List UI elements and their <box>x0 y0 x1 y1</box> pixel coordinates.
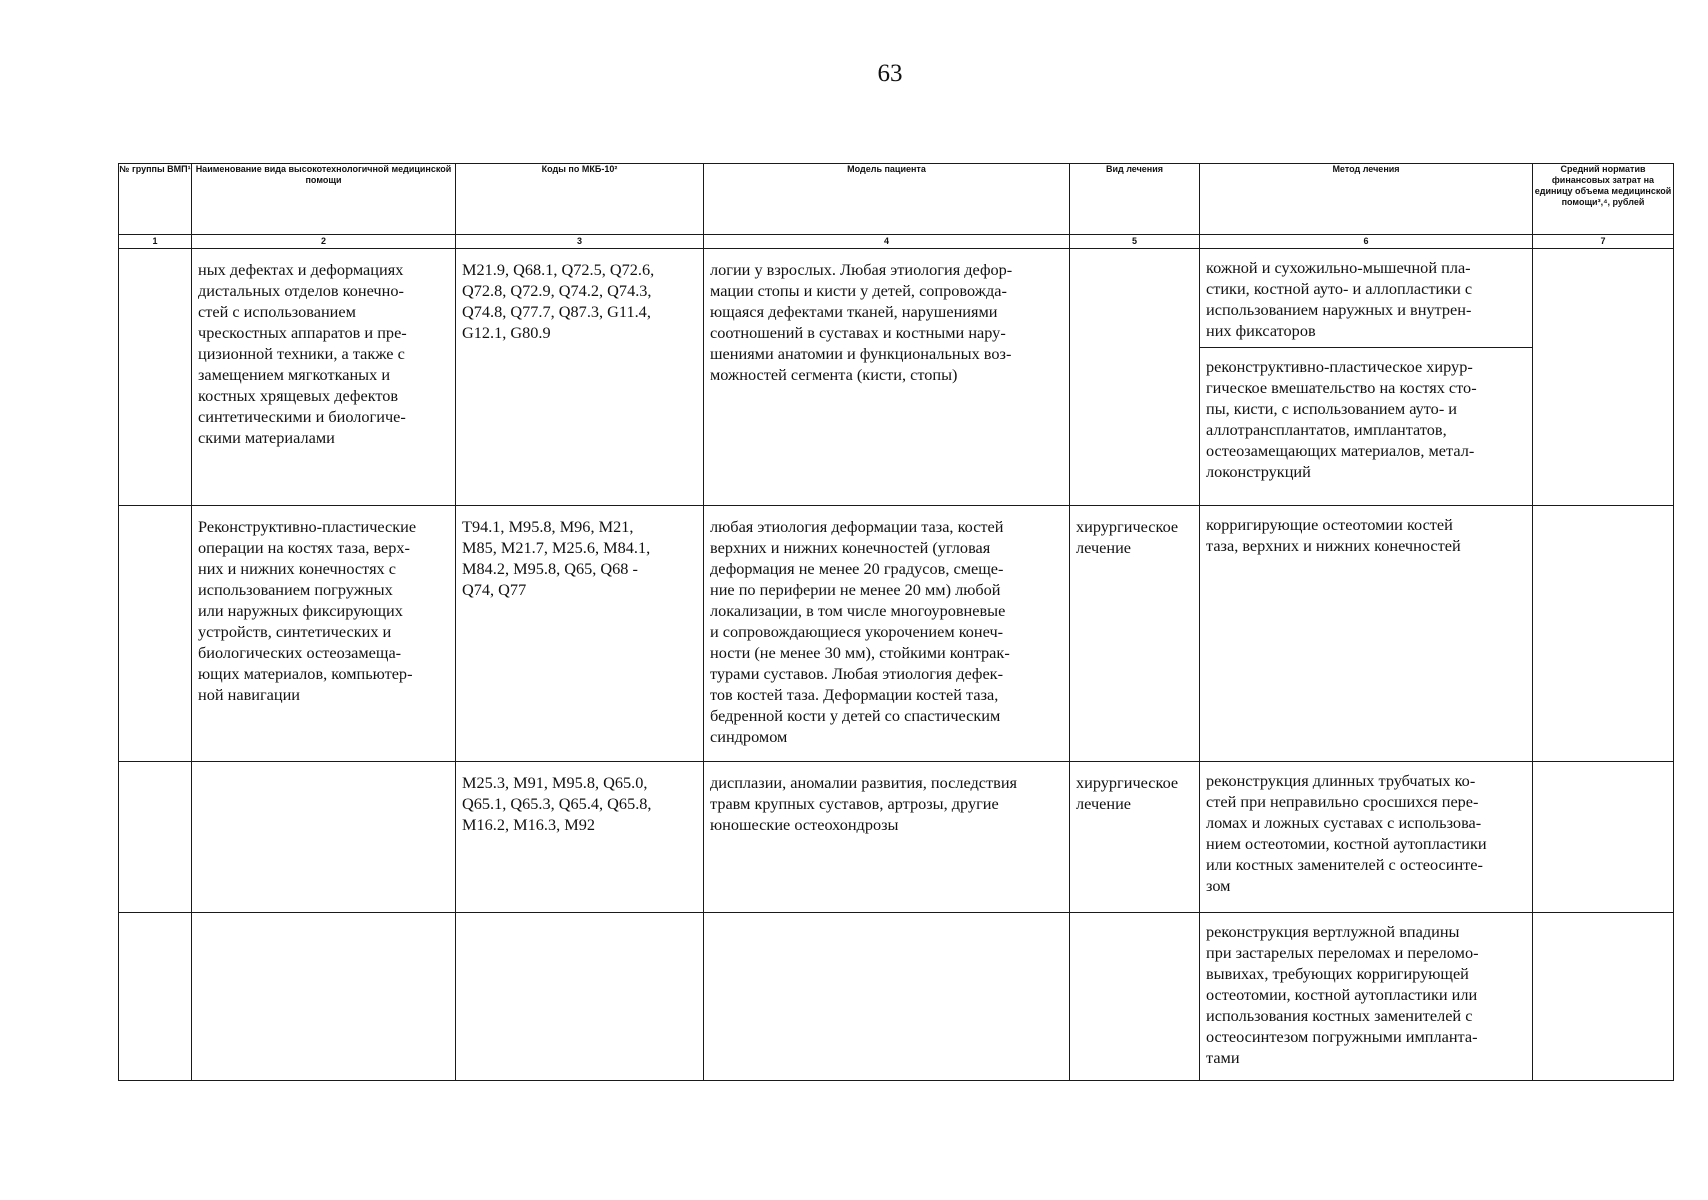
care-type-name-cell: Реконструктивно-пластические операции на костях таза, верх- них и нижних конечностях с использованием погружных или наружных фиксирующих устройств, синтетических и биологических остеозамеща- ющих материалов, компьютер- ной навигации <box>192 506 456 762</box>
medical-care-table <box>118 163 1674 1081</box>
icd-codes-cell: T94.1, M95.8, M96, M21, M85, M21.7, M25.6, M84.1, M84.2, M95.8, Q65, Q68 - Q74, Q77 <box>456 506 704 762</box>
column-number: 4 <box>704 235 1070 249</box>
average-cost-cell <box>1533 249 1674 506</box>
care-type-name-cell <box>192 762 456 913</box>
average-cost-cell <box>1533 913 1674 1081</box>
patient-model-cell: любая этиология деформации таза, костей верхних и нижних конечностей (угловая деформация не менее 20 градусов, смеще- ние по периферии не менее 20 мм) любой локализации, в том числе многоуровневые и сопровождающиеся укорочением конеч- ности (не менее 30 мм), стойкими контрак- турами суставов. Любая этиология дефек- тов костей таза. Деформации костей таза, бедренной кости у детей со спастическим синдромом <box>704 506 1070 762</box>
care-type-name-cell: ных дефектах и деформациях дистальных отделов конечно- стей с использованием чрескостных аппаратов и пре- цизионной техники, а также с замещением мягкотканых и костных хрящевых дефектов синтетическими и биологиче- скими материалами <box>192 249 456 506</box>
table-row <box>119 762 1674 913</box>
treatment-type-cell: хирургическое лечение <box>1070 762 1200 913</box>
patient-model-cell <box>704 913 1070 1081</box>
average-cost-cell <box>1533 762 1674 913</box>
treatment-type-cell <box>1070 249 1200 506</box>
table-row <box>119 506 1674 762</box>
icd-codes-cell: M21.9, Q68.1, Q72.5, Q72.6, Q72.8, Q72.9, Q74.2, Q74.3, Q74.8, Q77.7, Q87.3, G11.4, G12.1, G80.9 <box>456 249 704 506</box>
group-number-cell <box>119 762 192 913</box>
treatment-method-cell: реконструкция длинных трубчатых ко- стей при неправильно сросшихся пере- ломах и ложных суставах с использова- нием остеотомии, костной аутопластики или костных заменителей с остеосинте- зом <box>1200 762 1533 913</box>
column-number: 3 <box>456 235 704 249</box>
icd-codes-cell: M25.3, M91, M95.8, Q65.0, Q65.1, Q65.3, Q65.4, Q65.8, M16.2, M16.3, M92 <box>456 762 704 913</box>
column-number: 5 <box>1070 235 1200 249</box>
group-number-cell <box>119 506 192 762</box>
icd-codes-cell <box>456 913 704 1081</box>
group-number-cell <box>119 913 192 1081</box>
page-number: 63 <box>877 60 903 87</box>
treatment-type-cell <box>1070 913 1200 1081</box>
treatment-method-cell: корригирующие остеотомии костей таза, верхних и нижних конечностей <box>1200 506 1533 762</box>
table-row <box>119 913 1674 1081</box>
column-number: 7 <box>1533 235 1674 249</box>
header-care-type-name: Наименование вида высокотехнологичной медицинской помощи <box>192 164 456 235</box>
patient-model-cell: логии у взрослых. Любая этиология дефор- мации стопы и кисти у детей, сопровожда- ющаяся дефектами тканей, нарушениями соотношений в суставах и костными нару- шениями анатомии и функциональных воз- можностей сегмента (кисти, стопы) <box>704 249 1070 506</box>
treatment-method-cell: реконструкция вертлужной впадины при застарелых переломах и переломо- вывихах, требующих корригирующей остеотомии, костной аутопластики или использования костных заменителей с остеосинтезом погружными импланта- тами <box>1200 913 1533 1081</box>
group-number-cell <box>119 249 192 506</box>
care-type-name-cell <box>192 913 456 1081</box>
column-number-row <box>119 235 1674 249</box>
treatment-type-cell: хирургическое лечение <box>1070 506 1200 762</box>
treatment-method-text: реконструктивно-пластическое хирур- гическое вмешательство на костях сто- пы, кисти, с использованием ауто- и аллотрансплантатов, имплантатов, остеозамещающих материалов, метал- локонструкций <box>1206 357 1477 481</box>
average-cost-cell <box>1533 506 1674 762</box>
column-number: 1 <box>119 235 192 249</box>
treatment-method-text: кожной и сухожильно-мышечной пла- стики, костной ауто- и аллопластики с использованием наружных и внутрен- них фиксаторов <box>1206 258 1473 340</box>
patient-model-cell: дисплазии, аномалии развития, последствия травм крупных суставов, артрозы, другие юношеские остеохондрозы <box>704 762 1070 913</box>
header-average-cost: Средний норматив финансовых затрат на единицу объема медицинской помощи³,⁴, рублей <box>1533 164 1674 235</box>
table-row <box>119 249 1674 506</box>
treatment-method-cell <box>1200 249 1533 506</box>
column-number: 6 <box>1200 235 1533 249</box>
table-header-row <box>119 164 1674 235</box>
header-group-number: № группы ВМП¹ <box>119 164 192 235</box>
header-treatment-type: Вид лечения <box>1070 164 1200 235</box>
header-treatment-method: Метод лечения <box>1200 164 1533 235</box>
header-patient-model: Модель пациента <box>704 164 1070 235</box>
header-icd-codes: Коды по МКБ-10² <box>456 164 704 235</box>
column-number: 2 <box>192 235 456 249</box>
